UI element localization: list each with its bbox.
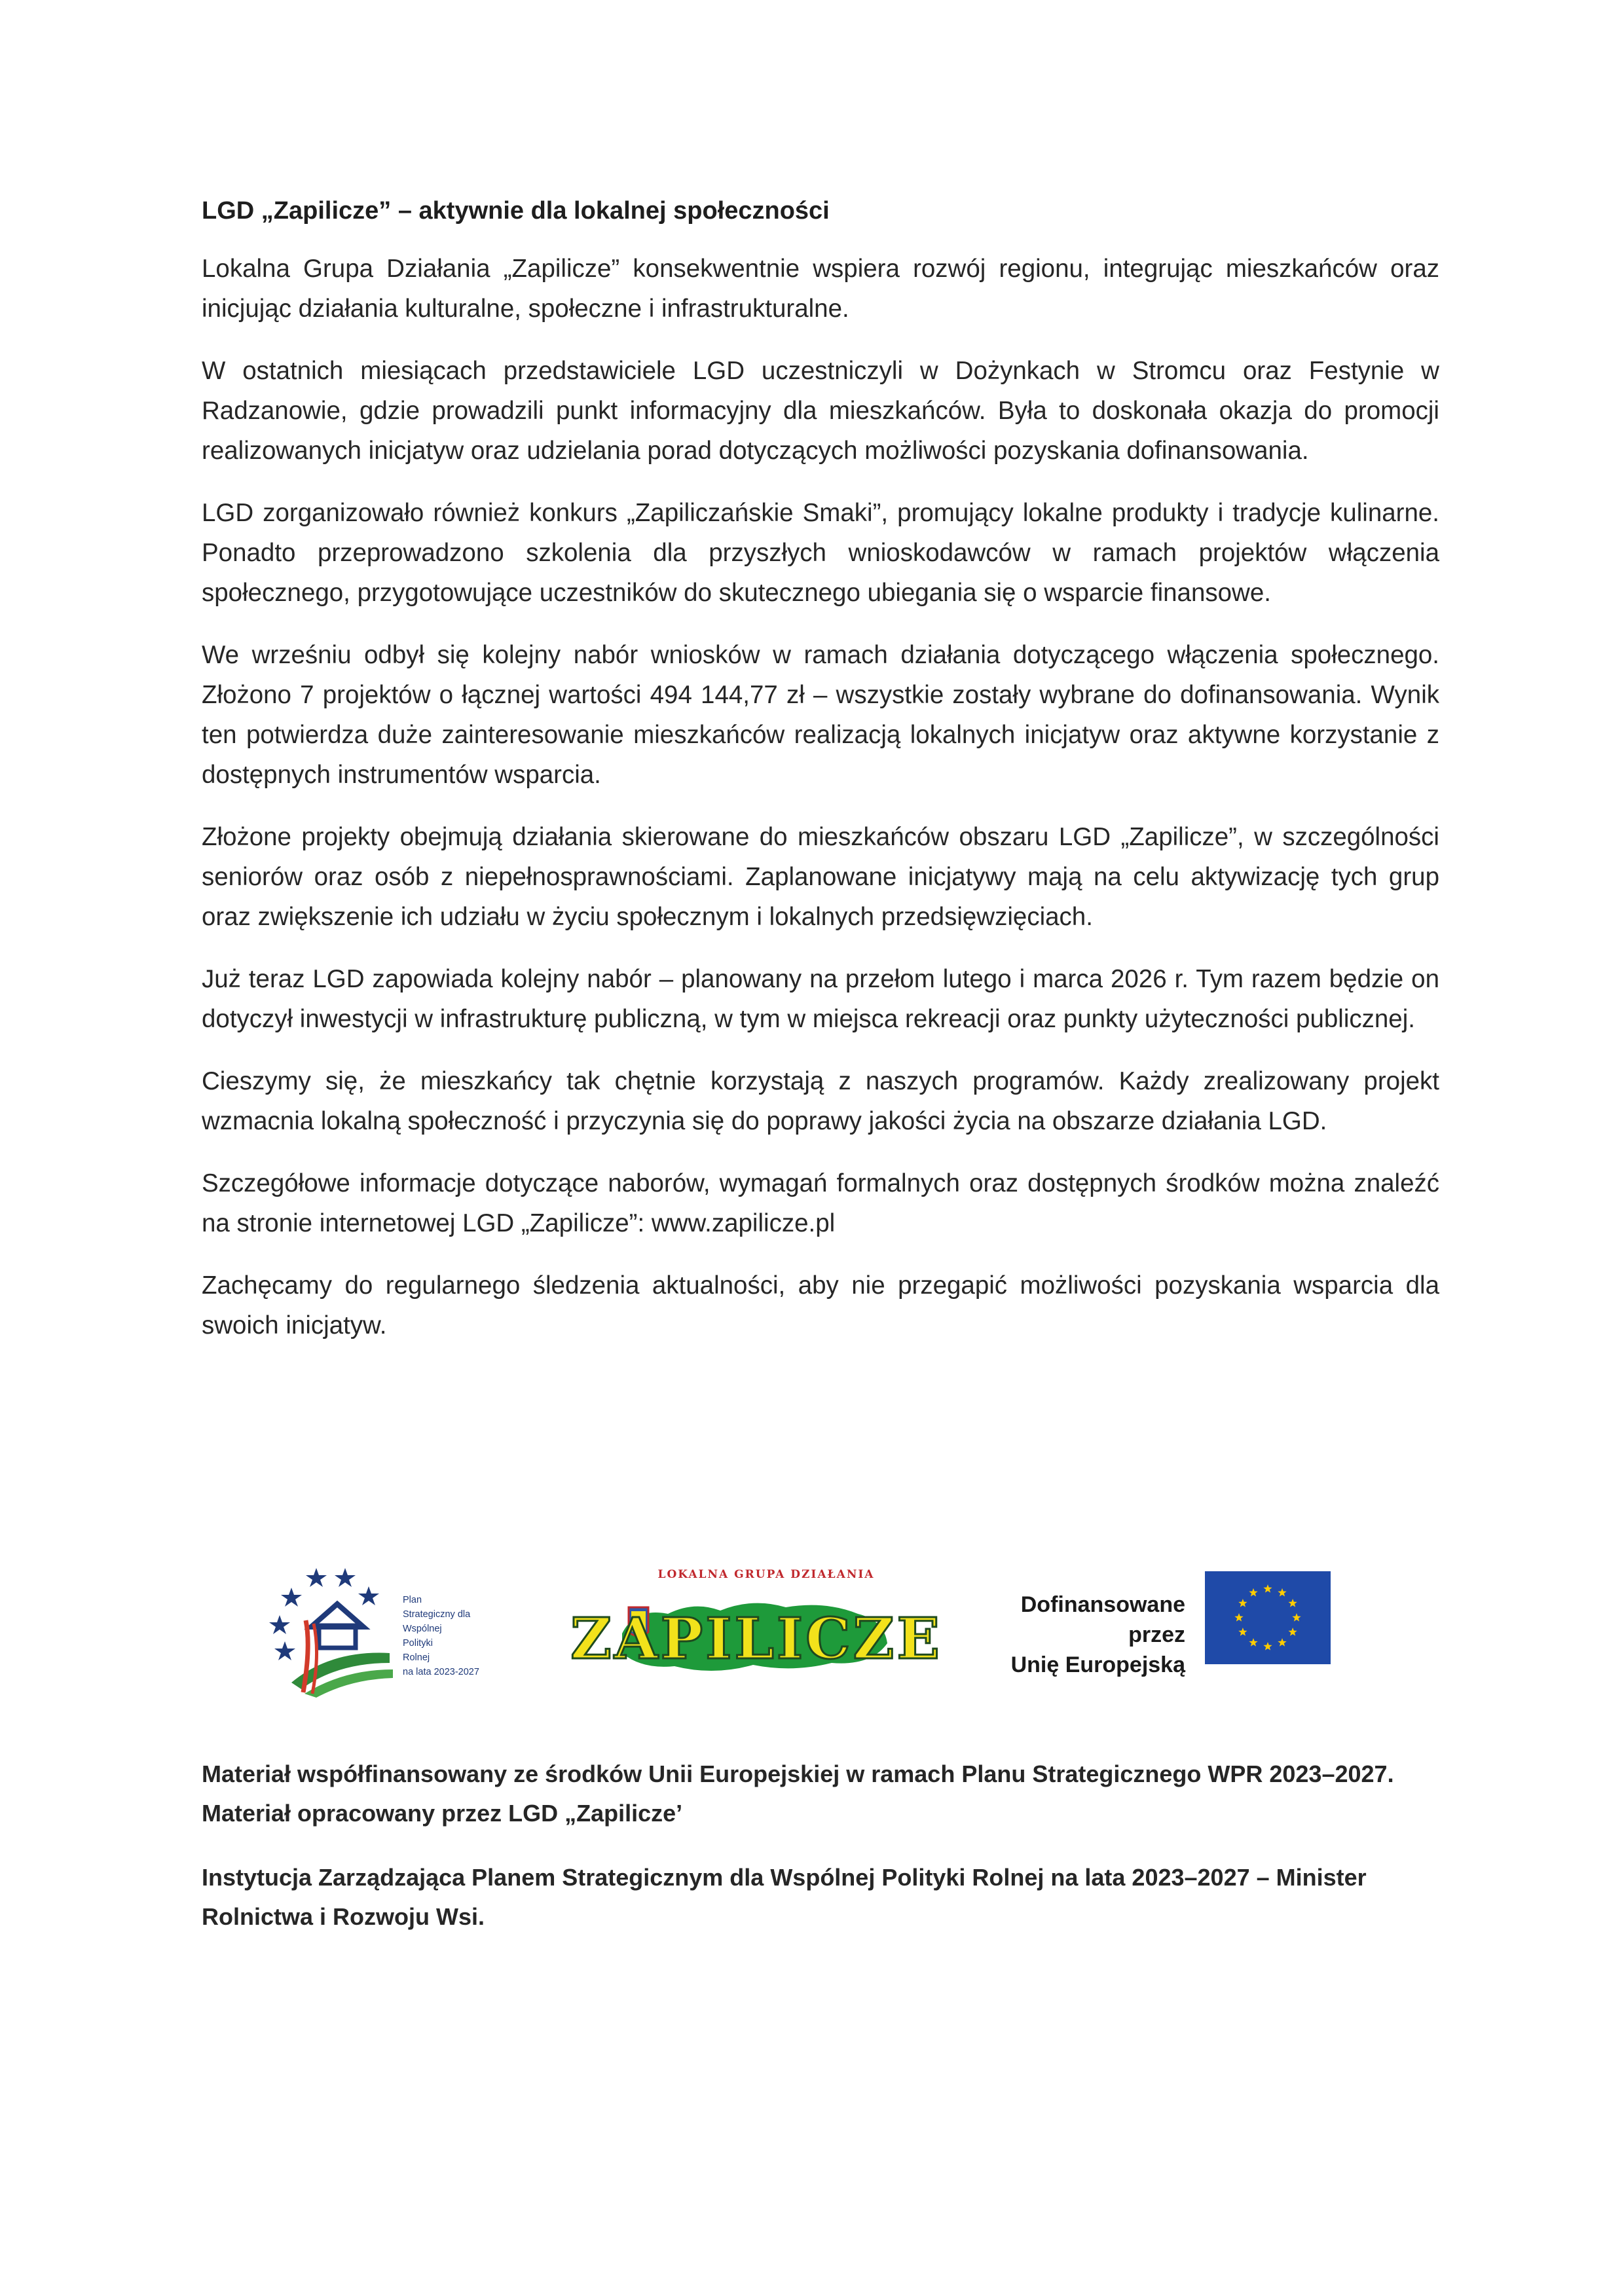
footer bbox=[202, 1755, 1446, 1961]
paragraph: Cieszymy się, że mieszkańcy tak chętnie korzystają z naszych programów. Każdy zrealizowany projekt wzmacnia lokalną społeczność i przyczynia się do poprawy jakości życia na obszarze działania LGD. bbox=[202, 1067, 1439, 1135]
document-body bbox=[202, 249, 1439, 1368]
eu-cofinancing-logo bbox=[969, 1571, 1362, 1677]
paragraph: Szczegółowe informacje dotyczące naborów, wymagań formalnych oraz dostępnych środków można znaleźć na stronie internetowej LGD „Zapilicze”: www.zapilicze.pl bbox=[202, 1169, 1439, 1237]
psp-caption: Plan Strategiczny dla Wspólnej Polityki Rolnej na lata 2023-2027 bbox=[403, 1595, 479, 1677]
lgd-zapilicze-logo bbox=[570, 1568, 942, 1679]
lgd-map-icon bbox=[570, 1581, 942, 1679]
lgd-top-text: LOKALNA GRUPA DZIAŁANIA bbox=[657, 1568, 875, 1581]
eu-text-line2: Unię Europejską bbox=[1010, 1652, 1185, 1677]
paragraph: LGD zorganizowało również konkurs „Zapiliczańskie Smaki”, promujący lokalne produkty i tradycje kulinarne. Ponadto przeprowadzono szkolenia dla przyszłych wnioskodawców w ramach projektów włączenia społecznego, przygotowujące uczestników do skutecznego ubiegania się o wsparcie finansowe. bbox=[202, 499, 1439, 607]
logo-strip bbox=[196, 1542, 1441, 1699]
paragraph: Lokalna Grupa Działania „Zapilicze” konsekwentnie wspiera rozwój regionu, integrując mieszkańców oraz inicjując działania kulturalne, społeczne i infrastrukturalne. bbox=[202, 255, 1439, 323]
paragraph: Złożone projekty obejmują działania skierowane do mieszkańców obszaru LGD „Zapilicze”, w szczególności seniorów oraz osób z niepełnosprawnościami. Zaplanowane inicjatywy mają na celu aktywizację tych grup oraz zwiększenie ich udziału w życiu społecznym i lokalnych przedsięwzięciach. bbox=[202, 823, 1439, 931]
footer-managing-authority: Instytucja Zarządzająca Planem Strategicznym dla Wspólnej Polityki Rolnej na lata 2023–2027 – Minister Rolnictwa i Rozwoju Wsi. bbox=[202, 1864, 1367, 1930]
lgd-name-text: ZAPILICZE bbox=[570, 1606, 942, 1672]
eu-flag-icon bbox=[1205, 1571, 1331, 1664]
paragraph: Zachęcamy do regularnego śledzenia aktualności, aby nie przegapić możliwości pozyskania wsparcia dla swoich inicjatyw. bbox=[202, 1271, 1439, 1339]
psp-wpr-logo bbox=[265, 1542, 547, 1699]
eu-cofinancing-text bbox=[969, 1590, 1185, 1680]
paragraph: W ostatnich miesiącach przedstawiciele LGD uczestniczyli w Dożynkach w Stromcu oraz Festynie w Radzanowie, gdzie prowadzili punkt informacyjny dla mieszkańców. Była to doskonała okazja do promocji realizowanych inicjatyw oraz udzielania porad dotyczących możliwości pozyskania dofinansowania. bbox=[202, 357, 1439, 465]
document-title: LGD „Zapilicze” – aktywnie dla lokalnej społeczności bbox=[202, 197, 830, 225]
paragraph: Już teraz LGD zapowiada kolejny nabór – planowany na przełom lutego i marca 2026 r. Tym razem będzie on dotyczył inwestycji w infrastrukturę publiczną, w tym w miejsca rekreacji oraz punkty użyteczności publicznej. bbox=[202, 965, 1439, 1033]
paragraph: We wrześniu odbył się kolejny nabór wniosków w ramach działania dotyczącego włączenia społecznego. Złożono 7 projektów o łącznej wartości 494 144,77 zł – wszystkie zostały wybrane do dofinansowania. Wynik ten potwierdza duże zainteresowanie mieszkańców realizacją lokalnych inicjatyw oraz aktywne korzystanie z dostępnych instrumentów wsparcia. bbox=[202, 641, 1439, 789]
eu-text-line1: Dofinansowane przez bbox=[1020, 1592, 1185, 1647]
footer-cofinancing-note: Materiał współfinansowany ze środków Unii Europejskiej w ramach Planu Strategicznego WPR 2023–2027. Materiał opracowany przez LGD „Zapilicze’ bbox=[202, 1760, 1394, 1827]
psp-emblem-icon bbox=[265, 1542, 396, 1699]
